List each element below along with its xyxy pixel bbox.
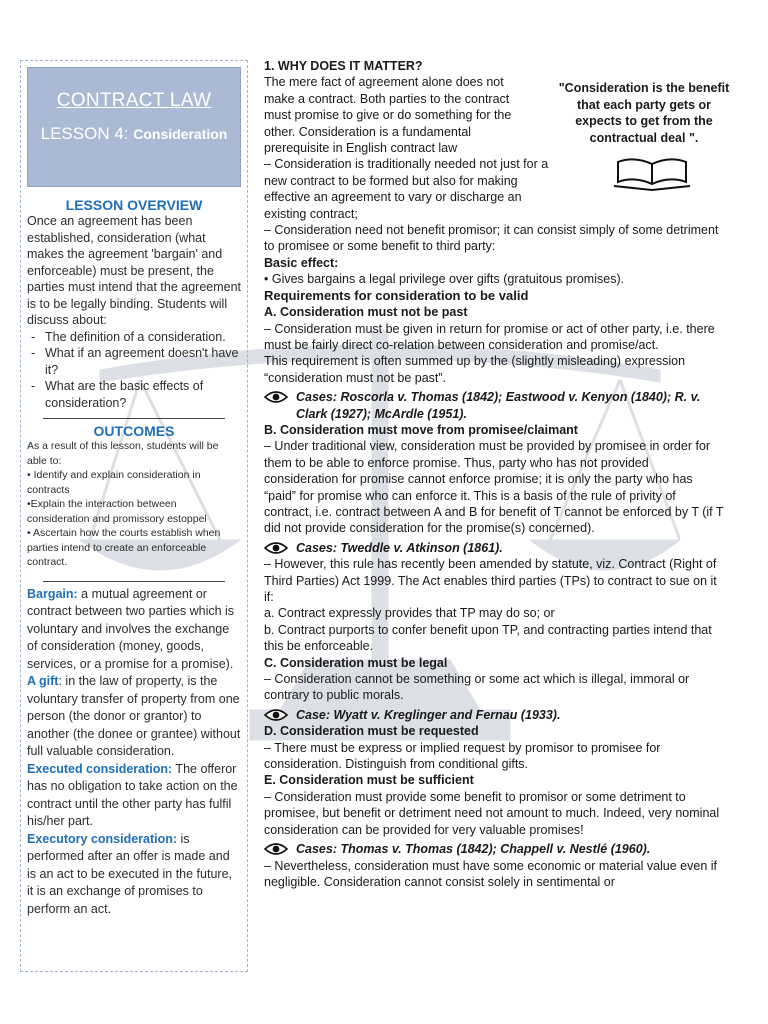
requirement-d-heading: D. Consideration must be requested (264, 724, 479, 739)
requirement-b-text: – Under traditional view, consideration must be provided by promisee in order for them to be able to enforce promise. Thus, party who has not provided consideration for promise cannot enforce promise; it is only the party who has “paid” for promise who can enforce it. This is a basis of the rule of privity of contract, i.e. contract between A and B for benefit of T cannot be enforced by T (if T did not provide consideration for the promise(s) concerned). (264, 439, 724, 536)
cases-c (264, 707, 724, 723)
left-sidebar (20, 60, 248, 972)
paragraph: – Consideration need not benefit promisor; it can consist simply of some detriment to promisee or some benefit to third party: (264, 223, 719, 254)
cases-b (264, 540, 724, 556)
quote-box: "Consideration is the benefit that each party gets or expects to get from the contractual deal ". (558, 81, 730, 145)
list-item: - What are the basic effects of consideration? (27, 378, 241, 411)
definition-executory (27, 831, 241, 919)
requirements-heading: Requirements for consideration to be valid (264, 287, 529, 303)
definition-gift (27, 673, 241, 761)
cases-text: Case: Wyatt v. Kreglinger and Fernau (1933). (296, 707, 561, 722)
cases-a (264, 389, 724, 422)
intro-paragraph: The mere fact of agreement alone does not make a contract. Both parties to the contract must promise to give or do something for the other. Consideration is a fundamental prerequisite in English contract law (264, 75, 512, 156)
requirement-e-text: – Nevertheless, consideration must have some economic or material value even if negligible. Consideration cannot consist solely in sentimental or (264, 858, 717, 889)
outcomes-intro: As a result of this lesson, students will be able to: (27, 440, 219, 467)
definition-term: Bargain: (27, 586, 78, 601)
main-content (264, 58, 724, 890)
divider (43, 580, 225, 582)
requirement-a-text: This requirement is often summed up by the (slightly misleading) expression “consideration must not be past”. (264, 354, 686, 385)
requirement-e-heading: E. Consideration must be sufficient (264, 773, 474, 788)
course-title: CONTRACT LAW (56, 90, 212, 111)
lesson-topic: Consideration (133, 126, 228, 142)
definition-term: Executory consideration: (27, 831, 178, 846)
definition-text: is performed after an offer is made and is an act to be executed in the future, it is an exchange of promises to perform an act. (27, 831, 232, 916)
requirement-c-text: – Consideration cannot be something or some act which is illegal, immoral or contrary to public morals. (264, 672, 690, 703)
definition-executed (27, 761, 241, 831)
title-box (27, 67, 241, 187)
list-item: b. Contract purports to confer benefit upon TP, and contracting parties intend that this be enforceable. (264, 622, 712, 654)
overview-list (27, 329, 241, 412)
lesson-title (28, 124, 240, 144)
definition-text: : in the law of property, is the voluntary transfer of property from one person (the donor or grantor) to another (the donee or grantee) without full valuable consideration. (27, 674, 241, 758)
paragraph: – Consideration is traditionally needed not just for a new contract to be formed but also for making effective an agreement to vary or discharge an existing contract; (264, 157, 549, 221)
definition-term: A gift (27, 674, 59, 688)
eye-icon (264, 390, 288, 404)
list-item: •Explain the interaction between consideration and promissory estoppel (27, 498, 207, 525)
cases-text: Cases: Thomas v. Thomas (1842); Chappell v. Nestlé (1960). (296, 842, 651, 857)
requirement-d-text: – There must be express or implied request by promisor to promisee for consideration. Distinguish from conditional gifts. (264, 740, 661, 772)
list-item: a. Contract expressly provides that TP may do so; or (264, 606, 555, 621)
divider (43, 417, 225, 419)
list-item: - What if an agreement doesn't have it? (27, 345, 241, 378)
definition-text: The offeror has no obligation to take action on the contract until the other party has fulfil his/her part. (27, 761, 238, 828)
section-heading: 1. WHY DOES IT MATTER? (264, 59, 423, 73)
eye-icon (264, 708, 288, 722)
basic-effect-text: • Gives bargains a legal privilege over gifts (gratuitous promises). (264, 272, 625, 287)
definition-term: Executed consideration: (27, 761, 173, 776)
requirement-b-text: – However, this rule has recently been amended by statute, viz. Contract (Right of Third Parties) Act 1999. The Act enables third parties (TPs) to contract to sue on it if: (264, 557, 717, 604)
definitions (27, 586, 241, 919)
eye-icon (264, 842, 288, 856)
lesson-prefix: LESSON 4: (40, 124, 129, 143)
overview-heading: LESSON OVERVIEW (65, 197, 203, 213)
list-item: - The definition of a consideration. (27, 329, 241, 346)
cases-text: Cases: Tweddle v. Atkinson (1861). (296, 540, 503, 555)
requirement-b-heading: B. Consideration must move from promisee/claimant (264, 422, 578, 437)
requirement-a-heading: A. Consideration must not be past (264, 305, 468, 320)
requirement-c-heading: C. Consideration must be legal (264, 655, 448, 670)
list-item: • Identify and explain consideration in contracts (27, 469, 201, 496)
cases-text: Cases: Roscorla v. Thomas (1842); Eastwood v. Kenyon (1840); R. v. Clark (1927); McArdle (1951). (296, 390, 701, 421)
basic-effect-heading: Basic effect: (264, 255, 339, 270)
outcomes-heading: OUTCOMES (93, 423, 175, 439)
definition-text: a mutual agreement or contract between two parties which is voluntary and involves the exchange of consideration (money, goods, services, or a promise for a promise). (27, 586, 235, 671)
cases-e (264, 841, 724, 857)
eye-icon (264, 541, 288, 555)
definition-bargain (27, 586, 241, 674)
requirement-a-text: – Consideration must be given in return for promise or act of other party, i.e. there must be fairly direct co-relation between consideration and promise/act. (264, 321, 715, 352)
requirement-e-text: – Consideration must provide some benefit to promisor or some detriment to promisee, but benefit or detriment need not amount to much. Indeed, very nominal consideration can be provided for very valuable promises! (264, 789, 720, 837)
list-item: • Ascertain how the courts establish when parties intend to create an enforceable contract. (27, 527, 221, 568)
overview-text: Once an agreement has been established, consideration (what makes the agreement 'bargain' and enforceable) must be present, the parties must intend that the agreement is to be legally binding. Students will discuss about: (27, 214, 242, 327)
